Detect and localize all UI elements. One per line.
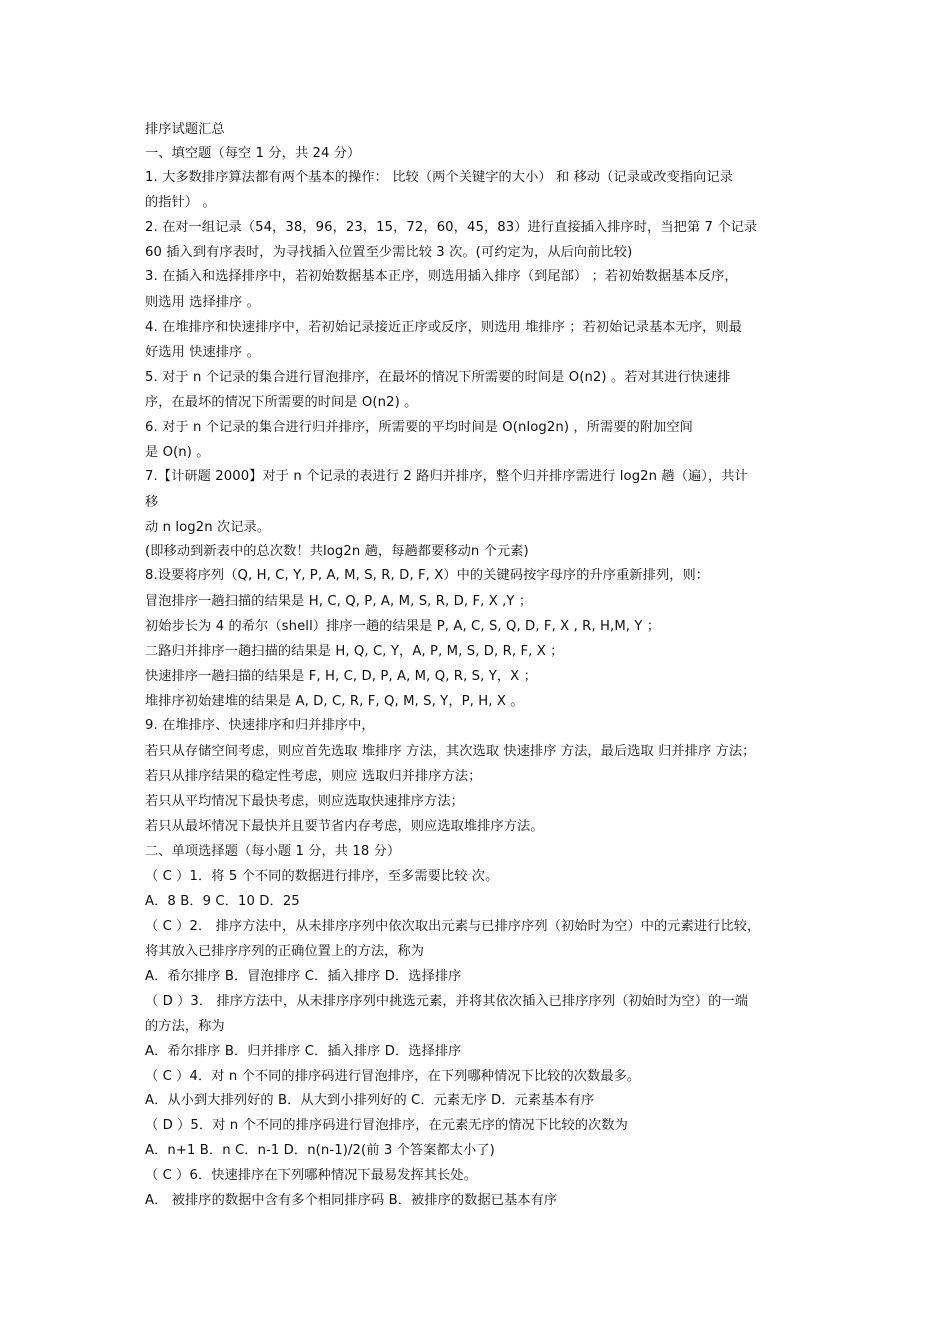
doc-line: 60 插入到有序表时，为寻找插入位置至少需比较 3 次。(可约定为，从后向前比较) — [145, 245, 633, 260]
answer-options: A．从小到大排列好的 B．从大到小排列好的 C．元素无序 D．元素基本有序 — [145, 1093, 595, 1108]
doc-line: 8.设要将序列（Q, H, C, Y, P, A, M, S, R, D, F, X）中的关键码按字母序的升序重新排列，则： — [145, 568, 710, 583]
doc-line: 1. 大多数排序算法都有两个基本的操作： 比较（两个关键字的大小） 和 移动（记录或改变指向记录 — [145, 170, 734, 185]
doc-line: 7.【计研题 2000】对于 n 个记录的表进行 2 路归并排序，整个归并排序需进行 log2n 趟（遍），共计 — [145, 469, 748, 484]
doc-line: 二路归并排序一趟扫描的结果是 H, Q, C, Y，A, P, M, S, D, R, F, X ； — [145, 644, 564, 659]
doc-line: 5. 对于 n 个记录的集合进行冒泡排序，在最坏的情况下所需要的时间是 O(n2) 。若对其进行快速排 — [145, 370, 731, 385]
question-line: （ C ）4．对 n 个不同的排序码进行冒泡排序，在下列哪种情况下比较的次数最多。 — [145, 1069, 641, 1084]
doc-line: 初始步长为 4 的希尔（shell）排序一趟的结果是 P, A, C, S, Q, D, F, X , R, H,M, Y ； — [145, 619, 661, 634]
doc-line: 移 — [145, 495, 159, 510]
doc-title: 排序试题汇总 — [145, 122, 225, 137]
answer-options: A．8 B．9 C．10 D．25 — [145, 894, 300, 909]
question-line: （ C ）2． 排序方法中，从未排序序列中依次取出元素与已排序序列（初始时为空）中的元素进行比较， — [145, 919, 761, 934]
doc-line: 堆排序初始建堆的结果是 A, D, C, R, F, Q, M, S, Y，P, H, X 。 — [145, 694, 524, 709]
doc-line: 的指针） 。 — [145, 195, 216, 210]
question-line: （ C ）6．快速排序在下列哪种情况下最易发挥其长处。 — [145, 1168, 477, 1183]
doc-line: 若只从排序结果的稳定性考虑，则应 选取归并排序方法； — [145, 769, 482, 784]
doc-line: 是 O(n) 。 — [145, 445, 210, 460]
answer-options: A． 被排序的数据中含有多个相同排序码 B．被排序的数据已基本有序 — [145, 1193, 558, 1208]
doc-line: 若只从存储空间考虑，则应首先选取 堆排序 方法，其次选取 快速排序 方法，最后选取 归并排序 方法； — [145, 744, 756, 759]
doc-line: 若只从平均情况下最快考虑，则应选取快速排序方法； — [145, 794, 464, 809]
doc-line: 好选用 快速排序 。 — [145, 345, 260, 360]
answer-options: A．希尔排序 B．冒泡排序 C．插入排序 D．选择排序 — [145, 969, 462, 984]
question-line: 将其放入已排序序列的正确位置上的方法，称为 — [145, 944, 425, 959]
answer-options: A．希尔排序 B．归并排序 C．插入排序 D．选择排序 — [145, 1044, 462, 1059]
section-heading-choice: 二、单项选择题（每小题 1 分，共 18 分） — [145, 844, 401, 859]
doc-line: 3. 在插入和选择排序中，若初始数据基本正序，则选用插入排序（到尾部） ；若初始数据基本反序， — [145, 269, 738, 284]
doc-line: 冒泡排序一趟扫描的结果是 H, C, Q, P, A, M, S, R, D, F, X ,Y ； — [145, 594, 533, 609]
doc-line: 序，在最坏的情况下所需要的时间是 O(n2) 。 — [145, 395, 418, 410]
section-heading-fill-in: 一、填空题（每空 1 分，共 24 分） — [145, 146, 361, 161]
question-line: （ D ）5．对 n 个不同的排序码进行冒泡排序，在元素无序的情况下比较的次数为 — [145, 1118, 628, 1133]
question-line: （ D ）3． 排序方法中，从未排序序列中挑选元素，并将其依次插入已排序序列（初始时为空）的一端 — [145, 994, 748, 1009]
doc-line: (即移动到新表中的总次数！共log2n 趟，每趟都要移动n 个元素) — [145, 544, 529, 559]
doc-line: 2. 在对一组记录（54，38，96，23，15，72，60，45，83）进行直接插入排序时，当把第 7 个记录 — [145, 220, 758, 235]
question-line: （ C ）1．将 5 个不同的数据进行排序，至多需要比较 次。 — [145, 869, 499, 884]
doc-line: 4. 在堆排序和快速排序中，若初始记录接近正序或反序，则选用 堆排序 ；若初始记录基本无序，则最 — [145, 320, 743, 335]
doc-line: 若只从最坏情况下最快并且要节省内存考虑，则应选取堆排序方法。 — [145, 819, 544, 834]
doc-line: 动 n log2n 次记录。 — [145, 520, 271, 535]
doc-line: 则选用 选择排序 。 — [145, 295, 260, 310]
doc-line: 快速排序一趟扫描的结果是 F, H, C, D, P, A, M, Q, R, S, Y，X ； — [145, 669, 537, 684]
question-line: 的方法，称为 — [145, 1019, 225, 1034]
answer-options: A．n+1 B．n C．n-1 D．n(n-1)/2(前 3 个答案都太小了) — [145, 1143, 495, 1158]
doc-line: 6. 对于 n 个记录的集合进行归并排序，所需要的平均时间是 O(nlog2n) ，所需要的附加空间 — [145, 420, 693, 435]
doc-line: 9. 在堆排序、快速排序和归并排序中， — [145, 718, 375, 733]
